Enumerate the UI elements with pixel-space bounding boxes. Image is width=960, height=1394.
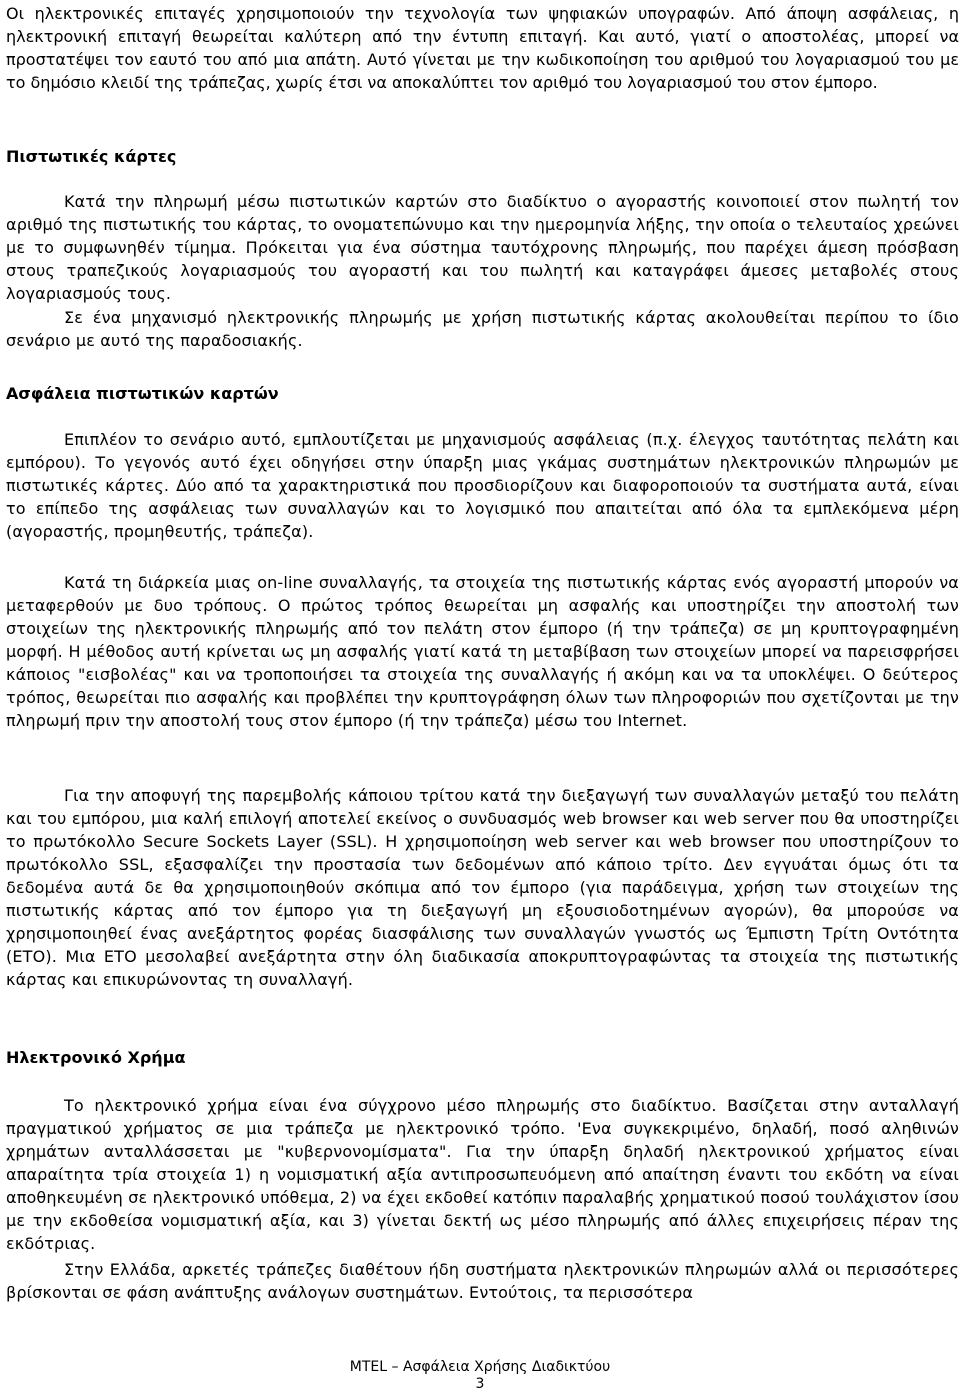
credit-cards-paragraph-2: Σε ένα μηχανισμό ηλεκτρονικής πληρωμής με χρήση πιστωτικής κάρτας ακολουθείται περίπου το ίδιο σενάριο με αυτό της παραδοσιακής. <box>6 308 959 350</box>
credit-cards-paragraph-1: Κατά την πληρωμή μέσω πιστωτικών καρτών στο διαδίκτυο ο αγοραστής κοινοποιεί στον πωλητή τον αριθμό της πιστωτικής του κάρτας, το ονοματεπώνυμο και την ημερομηνία λήξης, την οποία ο τελευταίος χρεώνει με το συμφωνηθέν τίμημα. Πρόκειται για ένα σύστημα ταυτόχρονης πληρωμής, που παρέχει άμεση πρόσβαση στους τραπεζικούς λογαριασμούς του αγοραστή και του πωλητή και καταγράφει άμεσες μεταβολές στους λογαριασμούς τους. <box>6 192 959 303</box>
heading-e-money: Ηλεκτρονικό Χρήμα <box>6 1048 186 1067</box>
footer-title: MTEL – Ασφάλεια Χρήσης Διαδικτύου <box>349 1359 611 1375</box>
card-security-paragraph-3: Για την αποφυγή της παρεμβολής κάποιου τρίτου κατά την διεξαγωγή των συναλλαγών μεταξύ του πελάτη και του εμπόρου, μια καλή επιλογή αποτελεί εκείνος ο συνδυασμός web browser και web server που θα υποστηρίζει το πρωτόκολλο Secure Sockets Layer (SSL). Η χρησιμοποίηση web server και web browser που υποστηρίζουν το πρωτόκολλο SSL, εξασφαλίζει την προστασία των δεδομένων από κάποιο τρίτο. Δεν εγγυάται όμως ότι τα δεδομένα αυτά δε θα χρησιμοποιηθούν σκόπιμα από τον έμπορο (για παράδειγμα, χρήση των στοιχείων της πιστωτικής κάρτας από τον έμπορο για τη διεξαγωγή μη εξουσιοδοτημένων αγορών), θα μπορούσε να χρησιμοποιηθεί ένας ανεξάρτητος φορέας διασφάλισης των συναλλαγών γνωστός ως Έμπιστη Τρίτη Οντότητα (ΕΤΟ). Μια ΕΤΟ μεσολαβεί ανεξάρτητα στην όλη διαδικασία αποκρυπτογραφώντας τα στοιχεία της πιστωτικής κάρτας και επικυρώνοντας τη συναλλαγή. <box>6 786 959 989</box>
e-money-paragraph-1: Το ηλεκτρονικό χρήμα είναι ένα σύγχρονο μέσο πληρωμής στο διαδίκτυο. Βασίζεται στην ανταλλαγή πραγματικού χρήματος σε μια τράπεζα με ηλεκτρονικό τρόπο. 'Ενα συγκεκριμένο, δηλαδή, ποσό αληθινών χρημάτων ανταλλάσσεται με "κυβερνονομίσματα". Για την ύπαρξη δηλαδή ηλεκτρονικού χρήματος είναι απαραίτητα τρία στοιχεία 1) η νομισματική αξία αντιπροσωπευόμενη από απαίτηση έναντι του εκδότη να είναι αποθηκευμένη σε ηλεκτρονικό υπόθεμα, 2) να έχει εκδοθεί κατόπιν παραλαβής χρηματικού ποσού τουλάχιστον ίσου με την εκδοθείσα νομισματική αξία, και 3) γίνεται δεκτή ως μέσο πληρωμής από άλλες επιχειρήσεις πέραν της εκδότριας. <box>6 1096 959 1253</box>
page-number: 3 <box>475 1376 485 1392</box>
e-money-paragraph-2: Στην Ελλάδα, αρκετές τράπεζες διαθέτουν ήδη συστήματα ηλεκτρονικών πληρωμών αλλά οι περισσότερες βρίσκονται σε φάση ανάπτυξης ανάλογων συστημάτων. Εντούτοις, τα περισσότερα <box>6 1260 959 1302</box>
intro-paragraph: Οι ηλεκτρονικές επιταγές χρησιμοποιούν την τεχνολογία των ψηφιακών υπογραφών. Από άποψη ασφάλειας, η ηλεκτρονική επιταγή θεωρείται καλύτερη από την έντυπη επιταγή. Και αυτό, γιατί ο αποστολέας, μπορεί να προστατέψει τον εαυτό του από μια απάτη. Αυτό γίνεται με την κωδικοποίηση του αριθμού του λογαριασμού του με το δημόσιο κλειδί της τράπεζας, χωρίς έτσι να αποκαλύπτει τον αριθμό του λογαριασμού του στον έμπορο. <box>6 4 959 92</box>
card-security-paragraph-1: Επιπλέον το σενάριο αυτό, εμπλουτίζεται με μηχανισμούς ασφάλειας (π.χ. έλεγχος ταυτότητας πελάτη και εμπόρου). Το γεγονός αυτό έχει οδηγήσει στην ύπαρξη μιας γκάμας συστημάτων ηλεκτρονικών πληρωμών με πιστωτικές κάρτες. Δύο από τα χαρακτηριστικά που προσδιορίζουν και διαφοροποιούν τα συστήματα αυτά, είναι το επίπεδο της ασφάλειας των συναλλαγών και το λογισμικό που απαιτείται από όλα τα εμπλεκόμενα μέρη (αγοραστής, προμηθευτής, τράπεζα). <box>6 430 959 541</box>
heading-card-security: Ασφάλεια πιστωτικών καρτών <box>6 384 279 403</box>
card-security-paragraph-2: Κατά τη διάρκεία μιας on-line συναλλαγής, τα στοιχεία της πιστωτικής κάρτας ενός αγοραστή μπορούν να μεταφερθούν με δυο τρόπους. Ο πρώτος τρόπος θεωρείται μη ασφαλής και υποστηρίζει την αποστολή των στοιχείων της ηλεκτρονικής πληρωμής από τον πελάτη στον έμπορο (ή την τράπεζα) σε μη κρυπτογραφημένη μορφή. Η μέθοδος αυτή κρίνεται ως μη ασφαλής γιατί κατά τη μεταβίβαση των στοιχείων μπορεί να παρεισφρήσει κάποιος "εισβολέας" και να τροποποιήσει τα στοιχεία της συναλλαγής ή ακόμη και να τα υποκλέψει. Ο δεύτερος τρόπος, θεωρείται πιο ασφαλής και προβλέπει την κρυπτογράφηση όλων των πληροφοριών που σχετίζονται με την πληρωμή πριν την αποστολή τους στον έμπορο (ή την τράπεζα) μέσω του Internet. <box>6 573 959 730</box>
heading-credit-cards: Πιστωτικές κάρτες <box>6 147 177 166</box>
